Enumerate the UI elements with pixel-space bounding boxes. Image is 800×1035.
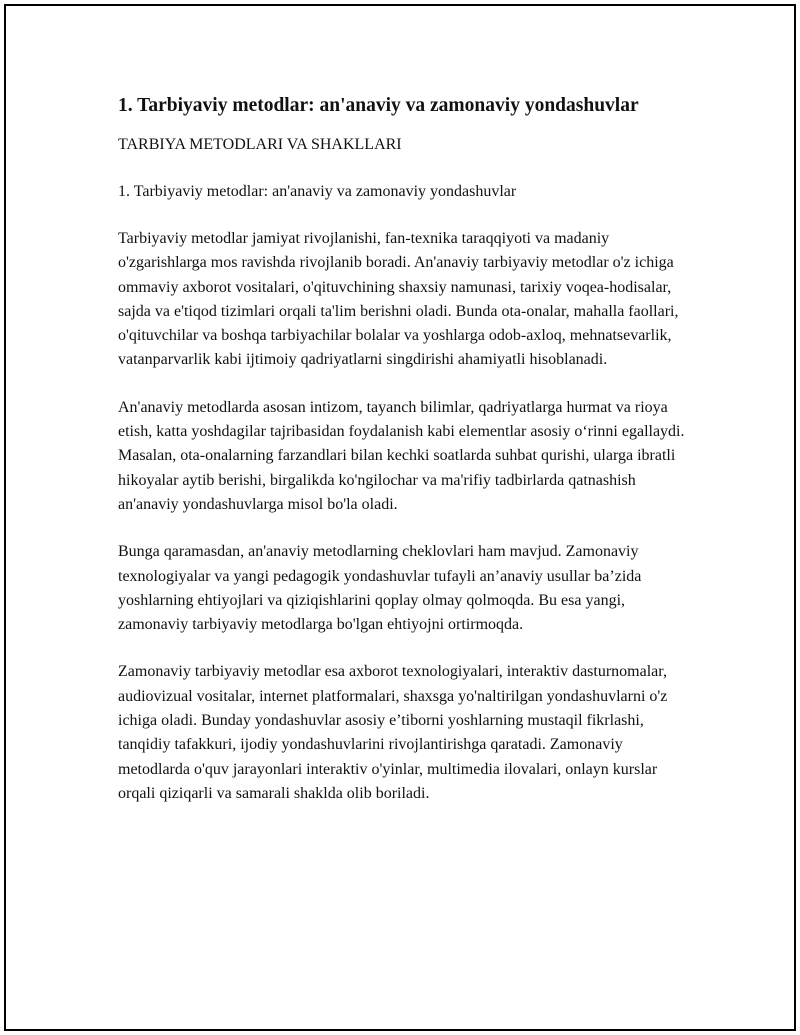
paragraph-4: Zamonaviy tarbiyaviy metodlar esa axborot texnologiyalari, interaktiv dasturnomalar, audiovizual vositalar, internet platformalari, shaxsga yo'naltirilgan yondashuvlarni o'z ichiga oladi. Bunday yondashuvlar asosiy e’tiborni yoshlarning mustaqil fikrlashi, tanqidiy tafakkuri, ijodiy yondashuvlarini rivojlantirishga qaratadi. Zamonaviy metodlarda o'quv jarayonlari interaktiv o'yinlar, multimedia ilovalari, onlayn kurslar orqali qiziqarli va samarali shaklda olib boriladi. xyxy=(118,663,668,802)
document-title: 1. Tarbiyaviy metodlar: an'anaviy va zamonaviy yondashuvlar xyxy=(118,95,639,116)
section-heading: 1. Tarbiyaviy metodlar: an'anaviy va zamonaviy yondashuvlar xyxy=(118,183,517,200)
paragraph-1: Tarbiyaviy metodlar jamiyat rivojlanishi, fan-texnika taraqqiyoti va madaniy o'zgarishlarga mos ravishda rivojlanib boradi. An'anaviy tarbiyaviy metodlar o'z ichiga ommaviy axborot vositalari, o'qituvchining shaxsiy namunasi, tarixiy voqea-hodisalar, sajda va e'tiqod tizimlari orqali ta'lim berishni oladi. Bunda ota-onalar, mahalla faollari, o'qituvchilar va boshqa tarbiyachilar bolalar va yoshlarga odob-axloq, mehnatsevarlik, vatanparvarlik kabi ijtimoiy qadriyatlarni singdirishi ahamiyatli hisoblanadi. xyxy=(118,230,679,369)
paragraph-3: Bunga qaramasdan, an'anaviy metodlarning cheklovlari ham mavjud. Zamonaviy texnologiyalar va yangi pedagogik yondashuvlar tufayli an’anaviy usullar ba’zida yoshlarning ehtiyojlari va qiziqishlarini qoplay olmay qolmoqda. Bu esa yangi, zamonaviy tarbiyaviy metodlarga bo'lgan ehtiyojni ortirmoqda. xyxy=(118,543,642,634)
paragraph-2: An'anaviy metodlarda asosan intizom, tayanch bilimlar, qadriyatlarga hurmat va rioya etish, katta yoshdagilar tajribasidan foydalanish kabi elementlar asosiy o‘rinni egallaydi. Masalan, ota-onalarning farzandlari bilan kechki soatlarda suhbat qurishi, ularga ibratli hikoyalar aytib berishi, birgalikda ko'ngilochar va ma'rifiy tadbirlarda qatnashish an'anaviy yondashuvlarga misol bo'la oladi. xyxy=(118,398,685,513)
document-body xyxy=(118,92,688,806)
document-subtitle: TARBIYA METODLARI VA SHAKLLARI xyxy=(118,136,402,153)
